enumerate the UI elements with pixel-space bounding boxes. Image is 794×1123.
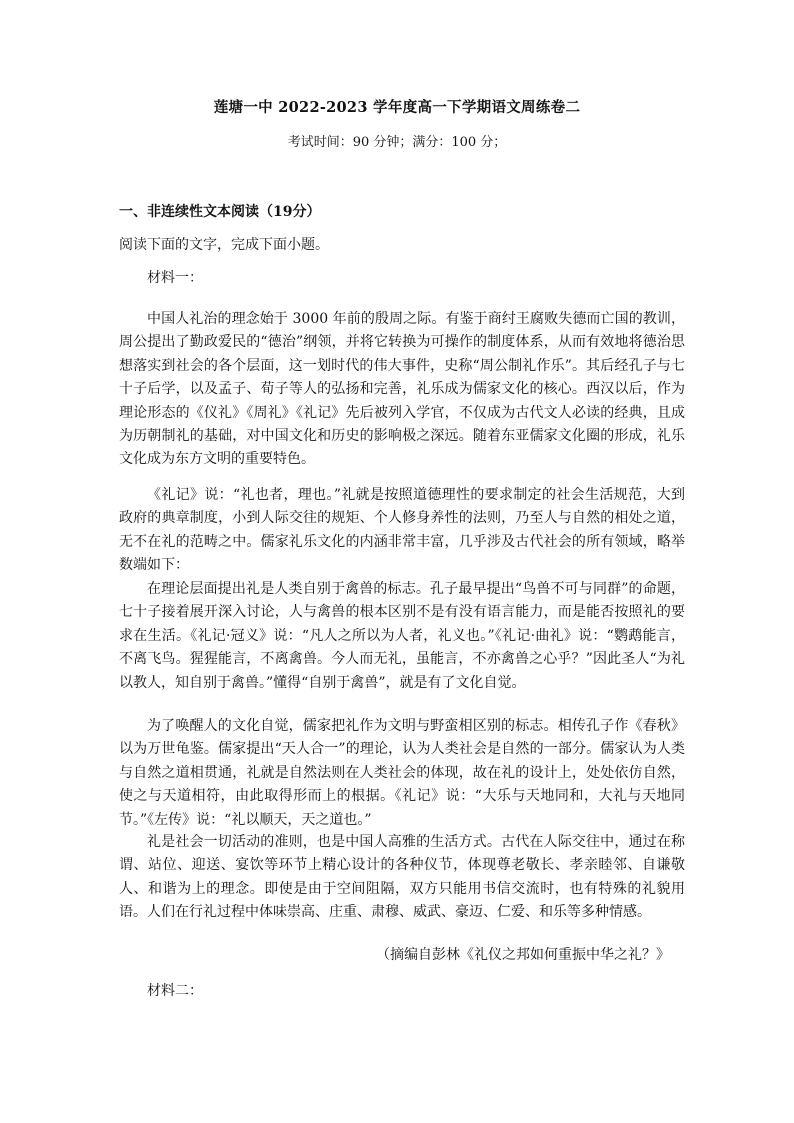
reading-instruction: 阅读下面的文字，完成下面小题。	[119, 237, 329, 253]
section-heading: 一、非连续性文本阅读（19分）	[119, 204, 321, 220]
paragraph-5: 礼是社会一切活动的准则，也是中国人高雅的生活方式。古代在人际交往中，通过在称谓、站位、迎送、宴饮等环节上精心设计的各种仪节，体现尊老敬长、孝亲睦邻、自谦敬人、和谐为上的理念。即使是由于空间阻隔，双方只能用书信交流时，也有特殊的礼貌用语。人们在行礼过程中体味崇高、庄重、肃穆、威武、豪迈、仁爱、和乐等多种情感。	[119, 834, 685, 921]
paragraph-2: 《礼记》说：“礼也者，理也。”礼就是按照道德理性的要求制定的社会生活规范，大到政府的典章制度，小到人际交往的规矩、个人修身养性的法则，乃至人与自然的相处之道，无不在礼的范畴之中。儒家礼乐文化的内涵非常丰富，几乎涉及古代社会的所有领域，略举数端如下：	[119, 487, 685, 574]
exam-info: 考试时间：90 分钟；满分：100 分；	[287, 135, 507, 150]
material-one-label: 材料一：	[147, 270, 203, 286]
paragraph-4: 为了唤醒人的文化自觉，儒家把礼作为文明与野蛮相区别的标志。相传孔子作《春秋》以为万世龟鉴。儒家提出“天人合一”的理论，认为人类社会是自然的一部分。儒家认为人类与自然之道相贯通，礼就是自然法则在人类社会的体现，故在礼的设计上，处处依仿自然，使之与天道相符，由此取得形而上的根据。《礼记》说：“大乐与天地同和，大礼与天地同节。”《左传》说：“礼以顺天，天之道也。”	[119, 718, 685, 828]
material-two-label: 材料二：	[147, 983, 203, 999]
paragraph-1: 中国人礼治的理念始于 3000 年前的殷周之际。有鉴于商纣王腐败失德而亡国的教训，周公提出了勤政爱民的“德治”纲领，并将它转换为可操作的制度体系，从而有效地将德治思想落实到社会的各个层面，这一划时代的伟大事件，史称“周公制礼作乐”。其后经孔子与七十子后学，以及孟子、荀子等人的弘扬和完善，礼乐成为儒家文化的核心。西汉以后，作为理论形态的《仪礼》《周礼》《礼记》先后被列入学官，不仅成为古代文人必读的经典，且成为历朝制礼的基础，对中国文化和历史的影响极之深远。随着东亚儒家文化圈的形成，礼乐文化成为东方文明的重要特色。	[119, 311, 685, 468]
source-citation: （摘编自彭林《礼仪之邦如何重振中华之礼？》	[376, 947, 670, 963]
document-title: 莲塘一中 2022-2023 学年度高一下学期语文周练卷二	[213, 99, 581, 116]
paragraph-3: 在理论层面提出礼是人类自别于禽兽的标志。孔子最早提出“鸟兽不可与同群”的命题，七十子接着展开深入讨论，人与禽兽的根本区别不是有没有语言能力，而是能否按照礼的要求在生活。《礼记·冠义》说：“凡人之所以为人者，礼义也。”《礼记·曲礼》说：“鹦鹉能言，不离飞鸟。猩猩能言，不离禽兽。今人而无礼，虽能言，不亦禽兽之心乎？”因此圣人“为礼以教人，知自别于禽兽。”懂得“自别于禽兽”，就是有了文化自觉。	[119, 581, 685, 691]
